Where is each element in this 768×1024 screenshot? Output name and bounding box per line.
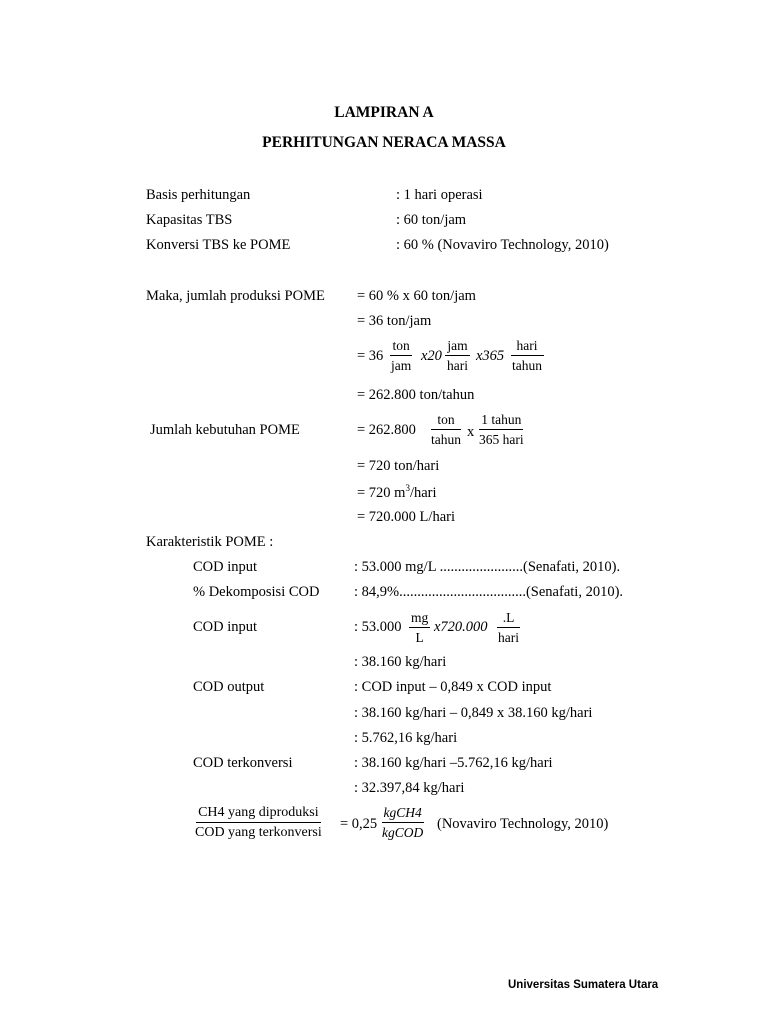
cod-input-value: : 53.000 mg/L .......................(Senafati, 2010).: [354, 559, 621, 575]
cod-terkonversi-line-1: : 38.160 kg/hari –5.762,16 kg/hari: [354, 755, 553, 771]
cod-terkonversi-label: COD terkonversi: [193, 755, 293, 771]
basis-value-1: : 1 hari operasi: [396, 187, 483, 203]
basis-value-3: : 60 % (Novaviro Technology, 2010): [396, 237, 609, 253]
fraction-numerator: ton: [431, 413, 460, 430]
cod-input-result: : 38.160 kg/hari: [354, 654, 447, 670]
cod-output-label: COD output: [193, 679, 265, 695]
cod-input-label: COD input: [193, 559, 258, 575]
fraction-numerator: .L: [497, 611, 521, 628]
produksi-fraction-3: [506, 339, 548, 372]
basis-label-2: Kapasitas TBS: [146, 212, 233, 228]
kebutuhan-eq-prefix: = 262.800: [357, 422, 416, 438]
ratio-equals: = 0,25: [340, 816, 378, 832]
kebutuhan-result-2: [357, 483, 437, 502]
produksi-eq-prefix: = 36: [357, 348, 384, 364]
kebutuhan-result-2-value: = 720 m: [357, 484, 406, 501]
produksi-fraction-2: [445, 339, 470, 372]
basis-label-1: Basis perhitungan: [146, 187, 251, 203]
produksi-fraction-1: [389, 339, 413, 372]
basis-value-2: : 60 ton/jam: [396, 212, 467, 228]
basis-label-3: Konversi TBS ke POME: [146, 237, 291, 253]
produksi-x365: x365: [476, 348, 505, 364]
ratio-fraction: [193, 806, 324, 840]
fraction-numerator: ton: [390, 339, 411, 356]
kebutuhan-result-1: = 720 ton/hari: [357, 458, 440, 474]
dekomposisi-label: % Dekomposisi COD: [193, 584, 320, 600]
kebutuhan-result-3: = 720.000 L/hari: [357, 509, 455, 525]
ratio-unit-fraction: [380, 806, 425, 839]
page-title: LAMPIRAN A: [334, 104, 434, 121]
fraction-denominator: L: [415, 629, 424, 645]
cod-output-line-2: : 38.160 kg/hari – 0,849 x 38.160 kg/hari: [354, 705, 593, 721]
produksi-x20: x20: [421, 348, 442, 364]
kebutuhan-fraction-2: [477, 413, 526, 446]
fraction-denominator: tahun: [431, 431, 461, 447]
fraction-denominator: hari: [498, 629, 519, 645]
produksi-label: Maka, jumlah produksi POME: [146, 288, 325, 304]
cod-times-720000: x720.000: [434, 619, 488, 635]
cod-input-calc-label: COD input: [193, 619, 258, 635]
kebutuhan-label: Jumlah kebutuhan POME: [150, 422, 300, 438]
cod-terkonversi-line-2: : 32.397,84 kg/hari: [354, 780, 465, 796]
produksi-line-2: = 36 ton/jam: [357, 313, 432, 329]
produksi-line-1: = 60 % x 60 ton/jam: [357, 288, 476, 304]
produksi-result: = 262.800 ton/tahun: [357, 387, 475, 403]
fraction-numerator: kgCH4: [382, 806, 424, 823]
fraction-denominator: tahun: [512, 357, 542, 373]
fraction-numerator: hari: [511, 339, 544, 356]
cod-output-line-1: : COD input – 0,849 x COD input: [354, 679, 552, 695]
fraction-numerator: CH4 yang diproduksi: [196, 806, 321, 823]
fraction-denominator: 365 hari: [479, 431, 524, 447]
kebutuhan-fraction-1: [425, 413, 467, 446]
karakteristik-heading: Karakteristik POME :: [146, 534, 274, 550]
fraction-denominator: jam: [391, 357, 412, 373]
cubic-superscript: 3: [405, 483, 410, 493]
fraction-numerator: mg: [409, 611, 430, 628]
dekomposisi-value: : 84,9%...................................(Senafati, 2010).: [354, 584, 624, 600]
cod-fraction-2: [492, 611, 525, 644]
cod-output-line-3: : 5.762,16 kg/hari: [354, 730, 458, 746]
kebutuhan-times: x: [467, 424, 475, 440]
cod-fraction-1: [409, 611, 430, 644]
fraction-denominator: hari: [447, 357, 468, 373]
ratio-source: (Novaviro Technology, 2010): [437, 816, 609, 832]
kebutuhan-result-2-unit: /hari: [409, 484, 437, 501]
cod-input-calc-prefix: : 53.000: [354, 619, 402, 635]
fraction-denominator: COD yang terkonversi: [195, 825, 322, 840]
fraction-numerator: 1 tahun: [479, 413, 523, 430]
fraction-denominator: kgCOD: [382, 824, 424, 840]
page-subtitle: PERHITUNGAN NERACA MASSA: [262, 134, 506, 151]
fraction-numerator: jam: [445, 339, 469, 356]
footer-university: Universitas Sumatera Utara: [508, 979, 659, 991]
